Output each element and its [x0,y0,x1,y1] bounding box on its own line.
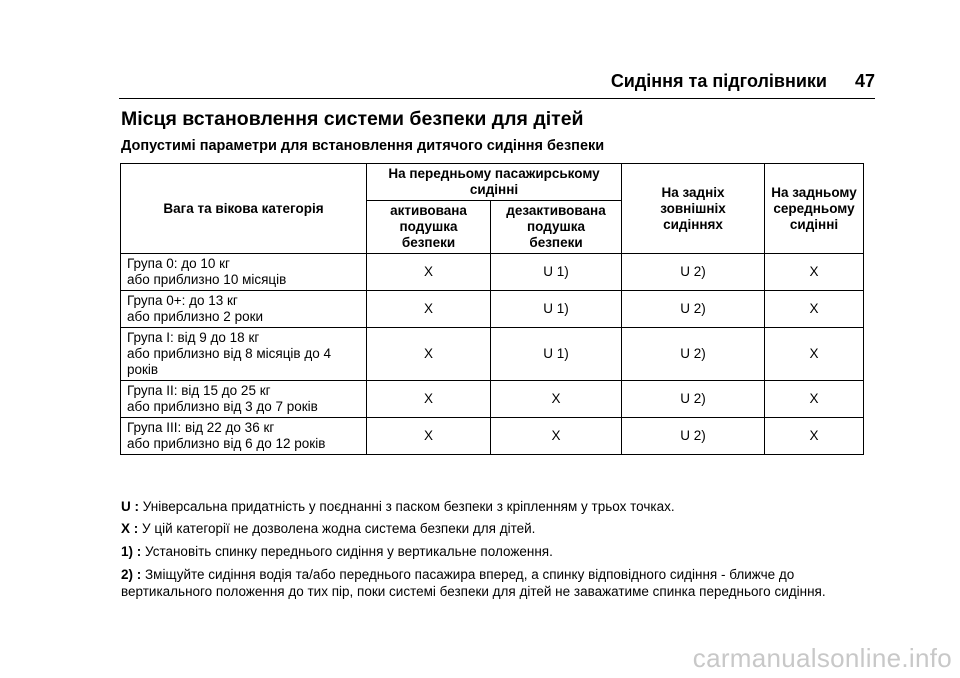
legend-key: X : [121,521,139,536]
legend-text: Зміщуйте сидіння водія та/або переднього пасажира вперед, а спинку відповідного сидіння - ближче до вертикального положення до тих пір, поки системі безпеки для дітей не заважатиме спинка переднього сидіння. [121,567,826,599]
child-seat-compatibility-table [120,163,864,455]
table-row [121,381,864,418]
header-airbag-deactivated-line: дезактивована [506,203,606,218]
weight-category-line: Група I: від 9 до 18 кг [127,330,260,345]
header-airbag-deactivated-line: подушка [527,219,585,234]
header-rear-center-line: На задньому [771,184,857,200]
weight-category-line: Група 0+: до 13 кг [127,293,238,308]
weight-category-line: або приблизно від 3 до 7 років [127,399,318,414]
airbag-active-cell: X [367,418,491,455]
rear-center-cell: X [765,418,864,455]
rear-center-cell: X [765,328,864,381]
legend-item-universal [121,498,881,515]
header-rear-outer-line: сидіннях [663,216,723,232]
header-title: Сидіння та підголівники [610,71,827,91]
weight-category-line: Група III: від 22 до 36 кг [127,420,275,435]
header-airbag-active-line: подушка [399,219,458,234]
airbag-active-cell: X [367,381,491,418]
table-row [121,328,864,381]
watermark: carmanualsonline.info [692,643,952,673]
weight-category-cell [121,254,367,291]
rear-outer-cell: U 2) [622,418,765,455]
legend-key: U : [121,499,139,514]
airbag-active-cell: X [367,254,491,291]
weight-category-line: Група II: від 15 до 25 кг [127,383,271,398]
airbag-deactivated-cell: U 1) [491,328,622,381]
running-header [119,64,875,99]
header-rear-outer-line: На задніх [661,184,725,200]
airbag-active-cell: X [367,328,491,381]
header-rear-outer [622,164,765,254]
header-weight-category: Вага та вікова категорія [121,164,367,254]
header-airbag-deactivated [491,201,622,254]
weight-category-cell [121,328,367,381]
section-title: Місця встановлення системи безпеки для дітей [121,108,584,130]
airbag-active-cell: X [367,291,491,328]
weight-category-line: або приблизно 10 місяців [127,272,287,287]
weight-category-line: або приблизно від 8 місяців до 4 [127,346,332,361]
rear-outer-cell: U 2) [622,254,765,291]
header-airbag-active-line: активована [390,203,467,218]
table-row [121,291,864,328]
header-rear-center-line: сидінні [789,216,839,232]
header-front-passenger-line: сидінні [469,182,519,197]
weight-category-cell [121,418,367,455]
rear-outer-cell: U 2) [622,328,765,381]
header-airbag-active [367,201,491,254]
header-airbag-deactivated-line: безпеки [529,235,583,250]
legend-item-note-1 [121,543,881,560]
weight-category-cell [121,291,367,328]
header-rear-center [765,164,864,254]
page-number: 47 [854,71,875,91]
header-front-passenger [367,164,622,201]
header-front-passenger-line: На передньому пасажирському [388,166,600,181]
airbag-deactivated-cell: U 1) [491,254,622,291]
legend-text: Установіть спинку переднього сидіння у вертикальне положення. [145,544,553,559]
rear-outer-cell: U 2) [622,291,765,328]
header-rear-outer-line: зовнішніх [660,200,726,216]
legend-item-not-allowed [121,520,881,537]
header-airbag-active-line: безпеки [401,235,456,250]
rear-center-cell: X [765,381,864,418]
weight-category-line: Група 0: до 10 кг [127,256,230,271]
table-header-row [121,164,864,201]
table-row [121,418,864,455]
weight-category-line: або приблизно 2 роки [127,309,264,324]
airbag-deactivated-cell: X [491,381,622,418]
table-row [121,254,864,291]
rear-center-cell: X [765,291,864,328]
header-rear-center-line: середньому [773,200,855,216]
weight-category-line: років [127,362,159,377]
weight-category-cell [121,381,367,418]
legend-text: У цій категорії не дозволена жодна система безпеки для дітей. [142,521,536,536]
rear-outer-cell: U 2) [622,381,765,418]
legend-key: 2) : [121,567,142,582]
legend-text: Універсальна придатність у поєднанні з паском безпеки з кріпленням у трьох точках. [142,499,675,514]
weight-category-line: або приблизно від 6 до 12 років [127,436,326,451]
table-caption: Допустимі параметри для встановлення дитячого сидіння безпеки [121,138,605,154]
airbag-deactivated-cell: X [491,418,622,455]
airbag-deactivated-cell: U 1) [491,291,622,328]
rear-center-cell: X [765,254,864,291]
legend-item-note-2 [121,566,881,600]
legend-key: 1) : [121,544,142,559]
